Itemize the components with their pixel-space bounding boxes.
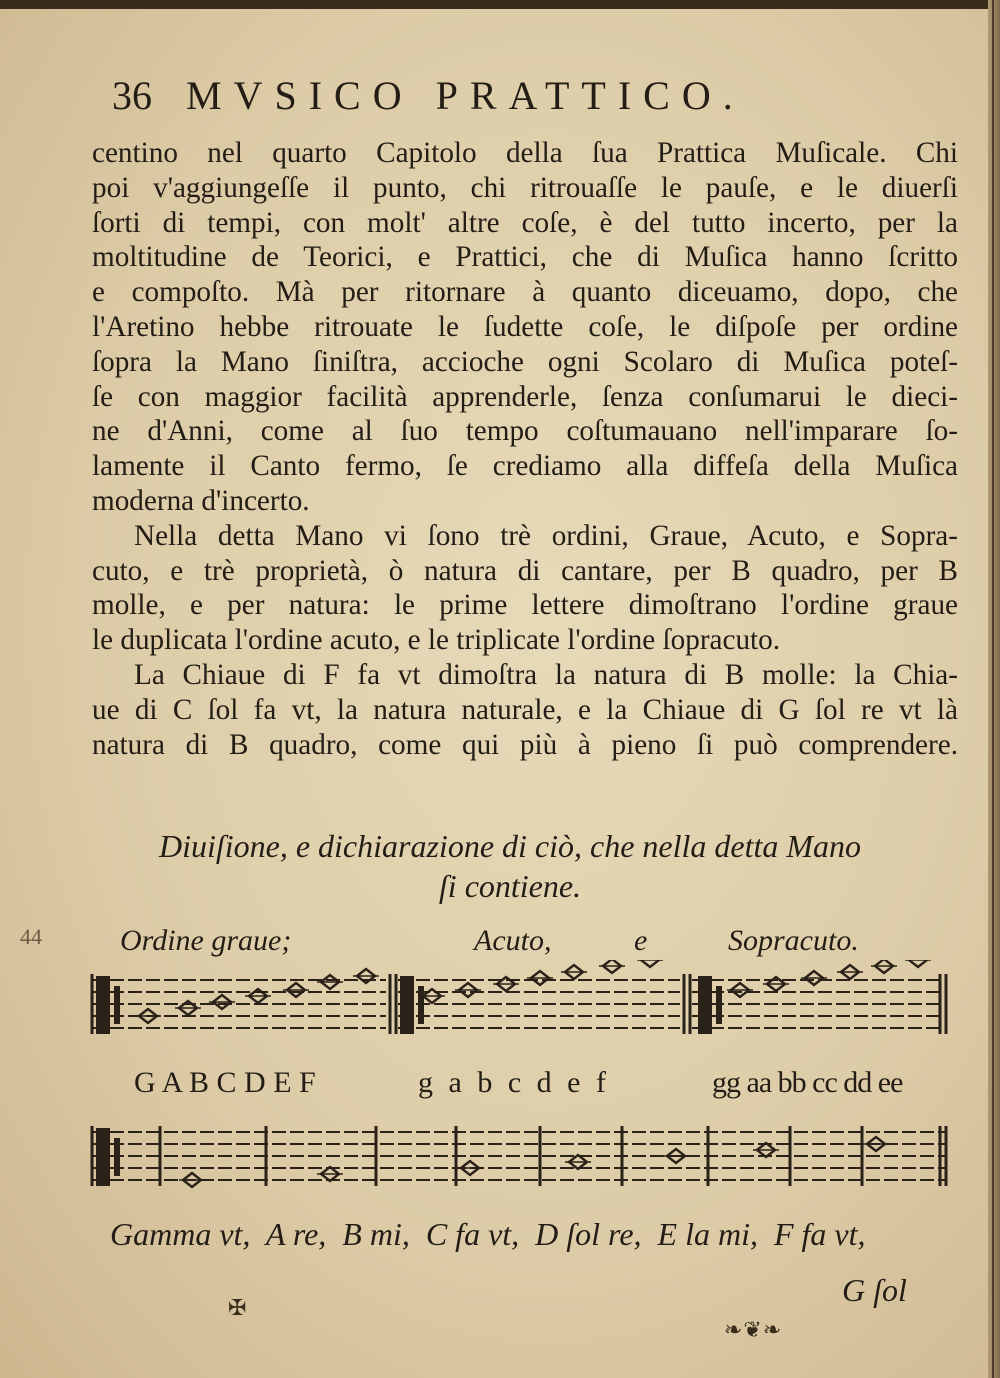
text-line: moderna d'incerto. <box>92 484 310 517</box>
label-grave: Ordine graue; <box>120 924 292 957</box>
note-name: C fa vt, <box>425 1216 520 1252</box>
letters-grave: G A B C D E F <box>134 1066 316 1099</box>
breve-note <box>641 960 659 967</box>
text-line: moltitudine de Teorici, e Prattici, che di Muſica hanno ſcritto <box>92 241 958 274</box>
caption-line-1: Diuiſione, e dichiarazione di ciò, che nella detta Mano <box>158 828 862 864</box>
text-line: ſe con maggior facilità apprenderle, ſenza conſumarui le dieci- <box>92 380 958 413</box>
label-superacute: Sopracuto. <box>728 924 859 957</box>
note-name: E la mi, <box>657 1216 758 1252</box>
ornament-cross-icon: ✠ <box>228 1296 247 1321</box>
text-line: natura di B quadro, come qui più à pieno ſi può comprendere. <box>92 728 958 761</box>
body-text <box>92 136 958 762</box>
running-head <box>112 72 872 122</box>
note-name: A re, <box>265 1216 327 1252</box>
text-line: lamente il Canto fermo, ſe crediamo alla diffeſa della Muſica <box>92 450 958 483</box>
clef-icon <box>400 976 414 1034</box>
clef-icon <box>698 976 712 1034</box>
text-line: e compoſto. Mà per ritornare à quanto diceuamo, dopo, che <box>92 276 958 309</box>
text-line: ſorti di tempi, con molt' altre coſe, è del tutto incerto, per la <box>92 206 958 239</box>
note-name: F fa vt, <box>773 1216 866 1252</box>
note-name-final: G ſol <box>842 1272 907 1308</box>
margin-note: 44 <box>20 924 42 949</box>
breve-note <box>909 960 927 967</box>
text-line: ue di C ſol fa vt, la natura naturale, e la Chiaue di G ſol re vt là <box>92 693 958 726</box>
running-title: MVSICO PRATTICO. <box>186 73 745 118</box>
text-line: poi v'aggiungeſſe il punto, chi ritrouaſſe le pauſe, e le diuerſi <box>92 171 958 204</box>
text-line: ne d'Anni, come al ſuo tempo coſtumauano nell'imparare ſo- <box>92 415 958 448</box>
text-line: ſopra la Mano ſiniſtra, accioche ogni Scolaro di Muſica poteſ- <box>92 345 958 378</box>
page-top-edge <box>0 0 1000 9</box>
clef-icon <box>114 986 120 1024</box>
letters-superacute: gg aa bb cc dd ee <box>712 1066 903 1099</box>
label-acute: Acuto, <box>474 924 552 957</box>
page-number: 36 <box>112 73 152 118</box>
order-labels <box>0 924 1000 964</box>
text-line: centino nel quarto Capitolo della ſua Prattica Muſicale. Chi <box>92 137 958 169</box>
clef-icon <box>716 986 722 1024</box>
text-line: cuto, e trè proprietà, ò natura di cantare, per B quadro, per B <box>92 554 958 587</box>
clef-icon <box>96 976 110 1034</box>
note-name: D ſol re, <box>535 1216 642 1252</box>
clef-icon <box>96 1128 110 1186</box>
letters-acute: g a b c d e f <box>418 1066 606 1099</box>
text-line: La Chiaue di F fa vt dimoſtra la natura di B molle: la Chia- <box>134 658 958 691</box>
text-line: le duplicata l'ordine acuto, e le triplicate l'ordine ſopracuto. <box>92 624 781 657</box>
label-conj: e <box>634 924 648 957</box>
note-names <box>110 1216 970 1260</box>
clef-icon <box>114 1138 120 1176</box>
text-line: Nella detta Mano vi ſono trè ordini, Graue, Acuto, e Sopra- <box>134 519 958 552</box>
text-line: molle, e per natura: le prime lettere dimoſtrano l'ordine graue <box>92 589 958 622</box>
note-letters <box>0 1066 1000 1106</box>
caption-line-2: ſi contiene. <box>438 868 582 904</box>
ornament-fleuron-icon: ❧❦❧ <box>724 1318 783 1343</box>
clef-icon <box>418 986 424 1024</box>
note-name: Gamma vt, <box>110 1216 251 1252</box>
note-name: B mi, <box>342 1216 410 1252</box>
text-line: l'Aretino hebbe ritrouate le ſudette coſe, le diſpoſe per ordine <box>92 310 958 343</box>
